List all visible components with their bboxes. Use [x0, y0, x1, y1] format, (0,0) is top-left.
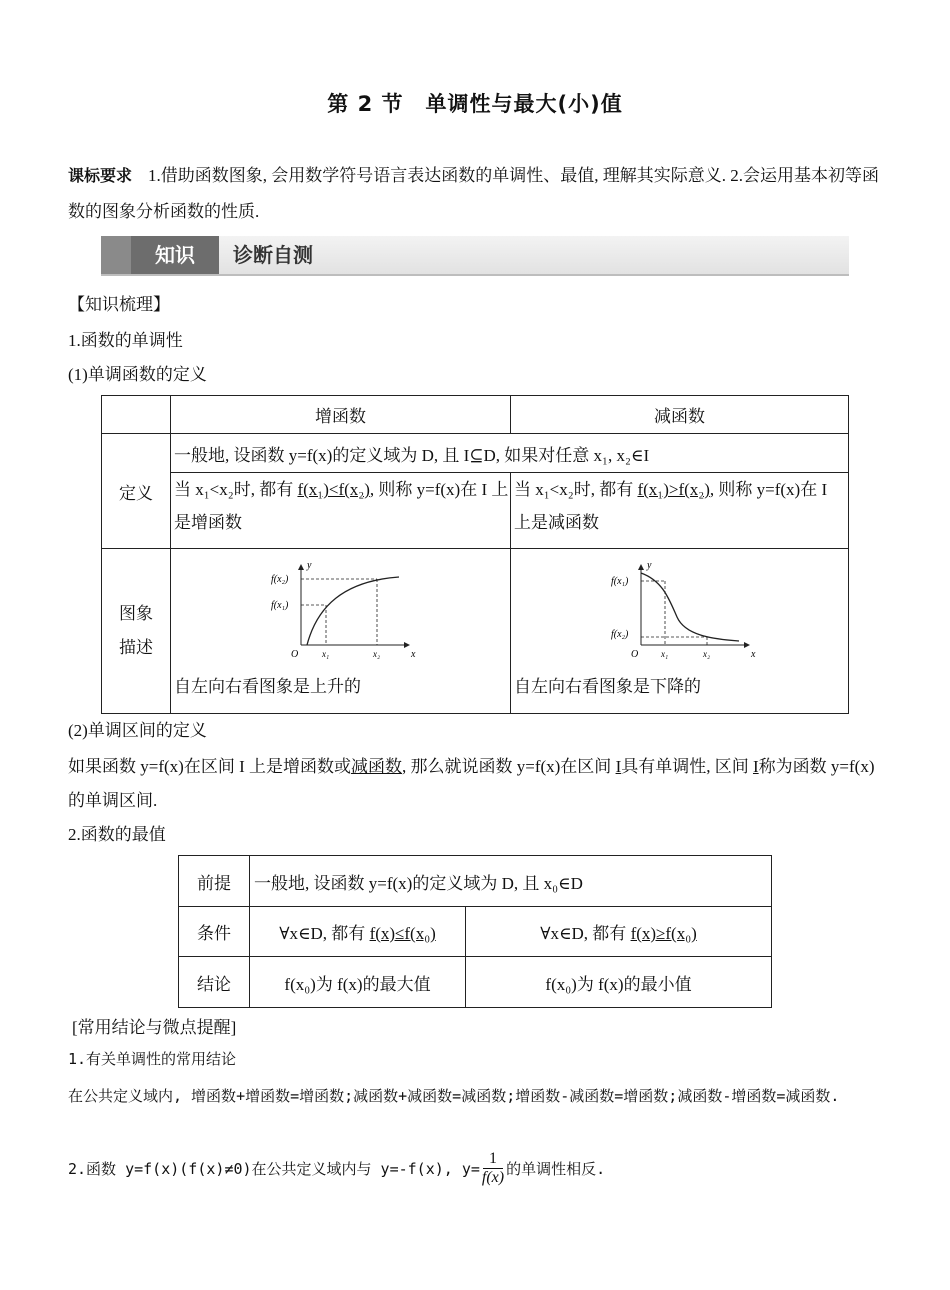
dec-graph-cell	[511, 549, 849, 714]
banner-tab: 知识	[131, 236, 219, 274]
min-result: f(x₀)为 f(x)的最小值	[466, 957, 772, 1008]
label-x1: x₁	[661, 649, 669, 659]
tips-header: [常用结论与微点提醒]	[72, 1018, 237, 1037]
min-condition: ∀x∈D, 都有 f(x)≥f(x₀)	[466, 907, 772, 957]
col-increasing: 增函数	[171, 396, 511, 434]
increasing-graph	[271, 559, 421, 659]
tip1-heading: 1.有关单调性的常用结论	[68, 1050, 237, 1068]
row-definition: 定义	[102, 434, 171, 549]
label-y: y	[307, 560, 312, 571]
min-cond-blank: f(x)≥f(x₀)	[630, 924, 697, 943]
label-origin: O	[291, 649, 299, 659]
tip1-text: 在公共定义域内, 增函数+增函数=增函数;减函数+减函数=减函数;增函数-减函数=增函数;减函数-增函数=减函数.	[68, 1087, 840, 1105]
max-cond-blank: f(x)≤f(x₀)	[369, 924, 436, 943]
banner-text: 诊断自测	[233, 243, 313, 267]
label-x1: x₁	[322, 649, 330, 659]
fraction-denominator: f(x)	[481, 1169, 505, 1186]
inc-graph-cell	[171, 549, 511, 714]
decreasing-graph	[611, 559, 761, 659]
banner-shade	[101, 236, 131, 274]
row-graph: 图象 描述	[102, 549, 171, 714]
s1-sub2-text: 如果函数 y=f(x)在区间 I 上是增函数或减函数, 那么就说函数 y=f(x)在区间 I具有单调性, 区间 I称为函数 y=f(x)的单调区间.	[68, 757, 875, 810]
decreasing-curve	[641, 573, 739, 641]
row1-label: 前提	[179, 856, 250, 907]
inc-definition: 当 x₁<x₂时, 都有 f(x₁)<f(x₂), 则称 y=f(x)在 I 上是增函数	[171, 473, 511, 549]
s1-heading: 1.函数的单调性	[68, 331, 183, 350]
row2-label: 条件	[179, 907, 250, 957]
label-fx2: f(x₂)	[271, 574, 289, 585]
increasing-curve	[307, 577, 399, 645]
label-x2: x₂	[703, 649, 711, 659]
dec-graph-caption: 自左向右看图象是下降的	[514, 677, 701, 696]
section-header: 【知识梳理】	[68, 295, 170, 314]
s1-sub2: (2)单调区间的定义	[68, 721, 207, 740]
s1-sub1: (1)单调函数的定义	[68, 365, 207, 384]
extremum-table	[178, 855, 772, 1008]
max-condition: ∀x∈D, 都有 f(x)≤f(x₀)	[250, 907, 466, 957]
blank-interval-1: I	[615, 757, 622, 776]
monotonic-table	[101, 395, 849, 714]
blank-decreasing: 减函数	[350, 757, 402, 776]
row3-label: 结论	[179, 957, 250, 1008]
requirement-label: 课标要求	[68, 166, 133, 185]
row1-text: 一般地, 设函数 y=f(x)的定义域为 D, 且 x₀∈D	[250, 856, 772, 907]
label-x: x	[411, 649, 416, 659]
label-fx2: f(x₂)	[611, 629, 629, 640]
label-fx1: f(x₁)	[611, 576, 629, 587]
requirement	[68, 158, 883, 230]
fraction-numerator: 1	[483, 1150, 503, 1169]
s2-heading: 2.函数的最值	[68, 825, 166, 844]
blank-interval-2: I	[752, 757, 759, 776]
dec-definition: 当 x₁<x₂时, 都有 f(x₁)>f(x₂), 则称 y=f(x)在 I 上是减函数	[511, 473, 849, 549]
max-result: f(x₀)为 f(x)的最大值	[250, 957, 466, 1008]
tip2: 2.函数 y=f(x)(f(x)≠0)在公共定义域内与 y=-f(x), y= $\frac{1}{f(x)}$ 的单调性相反.	[68, 1150, 606, 1186]
label-origin: O	[631, 649, 639, 659]
inc-graph-caption: 自左向右看图象是上升的	[174, 677, 361, 696]
page-title: 第 2 节 单调性与最大(小)值	[327, 92, 623, 116]
label-x: x	[751, 649, 756, 659]
label-fx1: f(x₁)	[271, 600, 289, 611]
label-x2: x₂	[373, 649, 381, 659]
inc-def-blank: f(x₁)<f(x₂)	[297, 480, 370, 499]
fraction	[482, 1150, 504, 1187]
definition-common: 一般地, 设函数 y=f(x)的定义域为 D, 且 I⊆D, 如果对任意 x₁, x₂∈I	[171, 434, 849, 473]
requirement-text: 1.借助函数图象, 会用数学符号语言表达函数的单调性、最值, 理解其实际意义. 2.会运用基本初等函数的图象分析函数的性质.	[68, 166, 880, 221]
dec-def-blank: f(x₁)>f(x₂)	[637, 480, 710, 499]
label-y: y	[647, 560, 652, 571]
section-banner	[101, 236, 849, 276]
col-decreasing: 减函数	[511, 396, 849, 434]
